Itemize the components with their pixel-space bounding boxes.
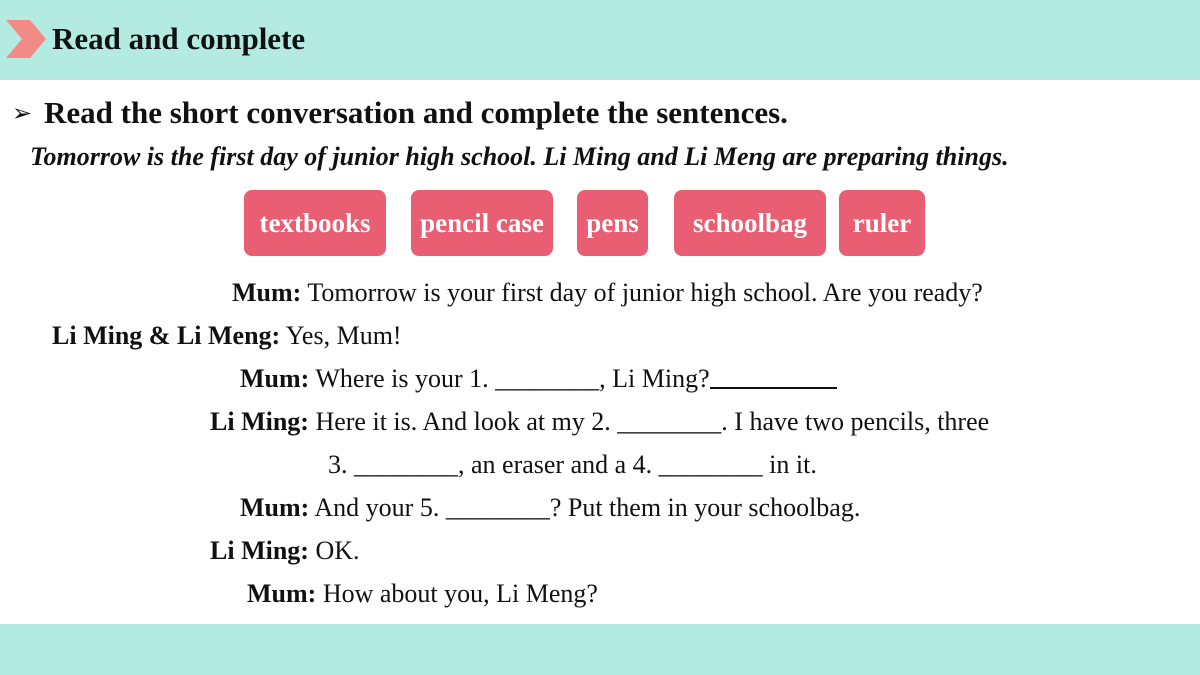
page-title: Read and complete (52, 21, 306, 56)
word-bank-item: pens (577, 190, 648, 256)
line-text: And your 5. ________? Put them in your schoolbag. (309, 493, 861, 522)
line-text: 3. ________, an eraser and a 4. ________ in it. (328, 450, 817, 479)
speaker-label: Li Ming & Li Meng: (52, 321, 281, 350)
dialogue-line-continuation (328, 449, 817, 481)
context-sentence: Tomorrow is the first day of junior high school. Li Ming and Li Meng are preparing things. (30, 142, 1009, 171)
line-text: OK. (308, 536, 360, 565)
speaker-label: Mum: (240, 364, 310, 393)
instruction-text: Read the short conversation and complete the sentences. (44, 95, 788, 130)
word-bank-item: ruler (839, 190, 925, 256)
instruction (12, 94, 788, 132)
dialogue-line (52, 320, 402, 352)
line-text: Tomorrow is your first day of junior high school. Are you ready? (301, 278, 983, 307)
header-band (0, 0, 1200, 80)
word-bank-item: textbooks (244, 190, 386, 256)
footer-band (0, 624, 1200, 675)
speaker-label: Mum: (247, 579, 317, 608)
line-text: Where is your 1. ________, Li Ming? (309, 364, 710, 393)
dialogue-line (210, 535, 360, 567)
line-text: How about you, Li Meng? (316, 579, 598, 608)
dialogue-line (232, 277, 983, 309)
word-bank-item: schoolbag (674, 190, 826, 256)
answer-blank (710, 365, 837, 389)
arrow-bullet-icon: ➢ (12, 99, 33, 127)
line-text: Yes, Mum! (280, 321, 402, 350)
line-text: Here it is. And look at my 2. ________. I have two pencils, three (308, 407, 990, 436)
dialogue-line (210, 406, 989, 438)
speaker-label: Li Ming: (210, 407, 309, 436)
dialogue-line (240, 492, 860, 524)
speaker-label: Mum: (232, 278, 302, 307)
word-bank-item: pencil case (411, 190, 553, 256)
chevron-right-icon (6, 20, 46, 58)
speaker-label: Li Ming: (210, 536, 309, 565)
dialogue-line (240, 363, 837, 395)
dialogue-line (247, 578, 598, 610)
speaker-label: Mum: (240, 493, 310, 522)
